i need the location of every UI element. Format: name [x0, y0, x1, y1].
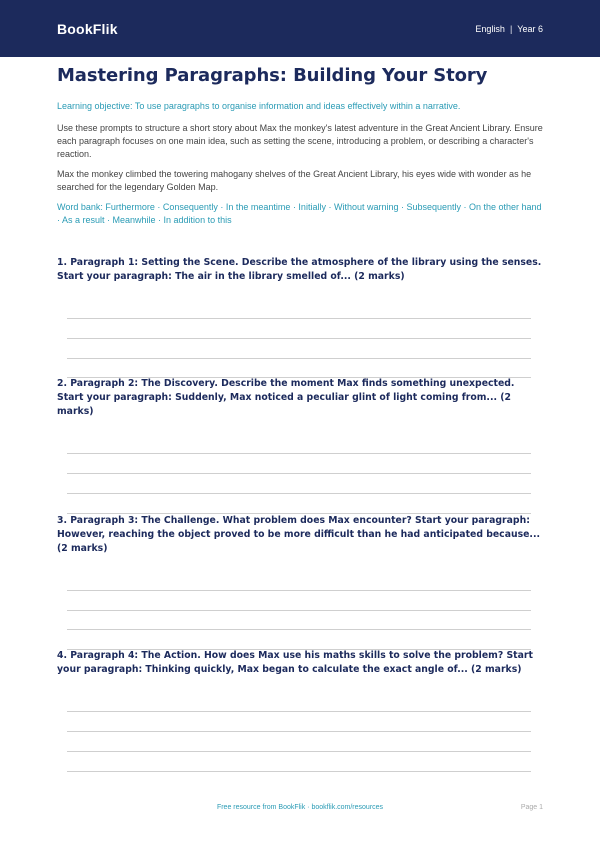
meta-separator: |: [509, 23, 513, 34]
answer-line[interactable]: [67, 771, 531, 772]
question-2: [57, 377, 543, 419]
question-text: 1. Paragraph 1: Setting the Scene. Describe the atmosphere of the library using the senses. Start your paragraph: The air in the library smelled of... (2 marks): [57, 257, 542, 282]
footer: [0, 801, 600, 815]
question-text: 2. Paragraph 2: The Discovery. Describe the moment Max finds something unexpected. Start your paragraph: Suddenly, Max noticed a peculiar glint of light coming from... (2 marks): [57, 378, 515, 417]
answer-line[interactable]: [67, 358, 531, 359]
answer-line[interactable]: [67, 610, 531, 611]
header-bar: [0, 0, 600, 57]
page-number: Page 1: [520, 804, 543, 811]
answer-line[interactable]: [67, 493, 531, 494]
question-4: [57, 649, 543, 677]
brand-logo: BookFlik: [57, 20, 118, 37]
question-3: [57, 514, 543, 556]
answer-line[interactable]: [67, 473, 531, 474]
header-meta: [475, 24, 543, 34]
footer-link[interactable]: Free resource from BookFlik · bookflik.com/resources: [216, 804, 384, 811]
answer-line[interactable]: [67, 731, 531, 732]
answer-line[interactable]: [67, 453, 531, 454]
answer-line[interactable]: [67, 318, 531, 319]
intro-section: [57, 64, 543, 227]
story-opening-text: Max the monkey climbed the towering mahogany shelves of the Great Ancient Library, his eyes wide with wonder as he searched for the legendary Golden Map.: [57, 169, 532, 192]
page-title: Mastering Paragraphs: Building Your Story: [57, 65, 488, 86]
year-label: Year 6: [517, 23, 543, 34]
instructions-text: Use these prompts to structure a short story about Max the monkey's latest adventure in the Great Ancient Library. Ensure each paragraph focuses on one main idea, such as setting the scene, introducing a problem, or describing a character's reaction.: [57, 123, 543, 159]
answer-line[interactable]: [67, 751, 531, 752]
subject-label: English: [475, 23, 505, 34]
question-1: [57, 256, 543, 284]
answer-line[interactable]: [67, 590, 531, 591]
question-text: 3. Paragraph 3: The Challenge. What problem does Max encounter? Start your paragraph: However, reaching the object proved to be more difficult than he had anticipated because... (2 marks): [57, 515, 541, 554]
answer-line[interactable]: [67, 629, 531, 630]
answer-line[interactable]: [67, 338, 531, 339]
learning-objective: Learning objective: To use paragraphs to organise information and ideas effectively within a narrative.: [57, 101, 461, 111]
question-text: 4. Paragraph 4: The Action. How does Max use his maths skills to solve the problem? Start your paragraph: Thinking quickly, Max began to calculate the exact angle of... (2 marks): [57, 650, 533, 675]
answer-line[interactable]: [67, 711, 531, 712]
word-bank: Word bank: Furthermore · Consequently · In the meantime · Initially · Without warning · Subsequently · On the other hand · As a result · Meanwhile · In addition to this: [57, 202, 542, 225]
